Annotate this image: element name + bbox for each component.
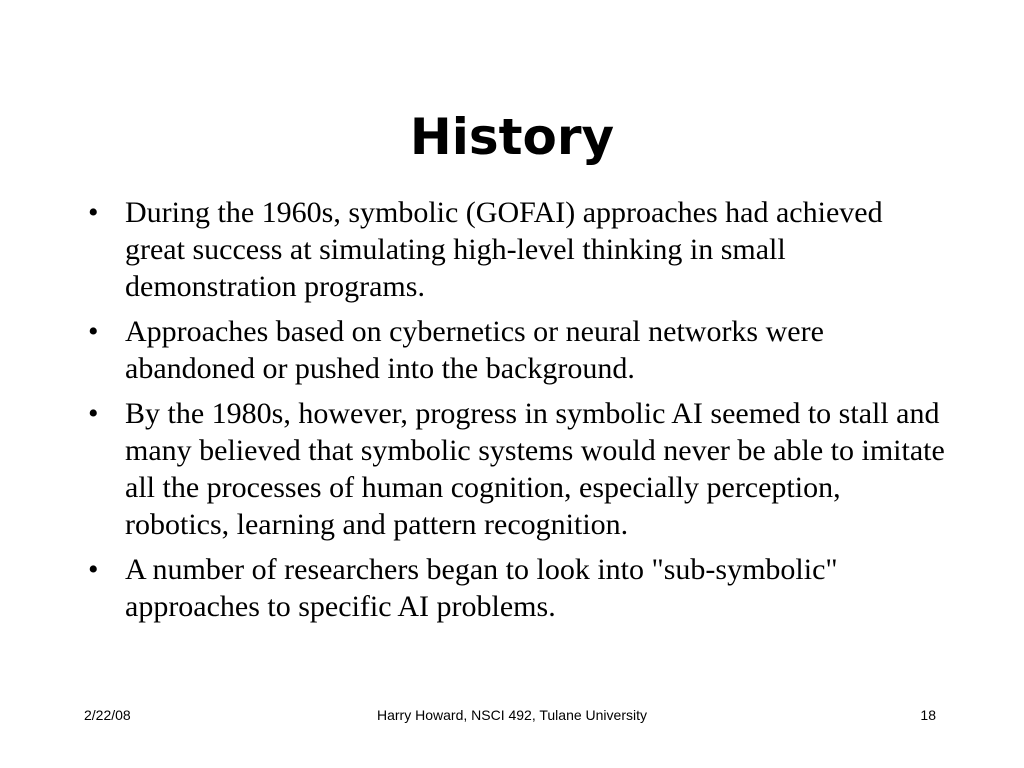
footer-author: Harry Howard, NSCI 492, Tulane University	[377, 707, 647, 723]
bullet-dot-icon: •	[88, 553, 99, 586]
bullet-text: During the 1960s, symbolic (GOFAI) approaches had achieved great success at simulating high-level thinking in small demonstration programs.	[125, 196, 883, 303]
bullet-item	[88, 551, 948, 625]
slide-title: History	[409, 108, 615, 166]
bullet-item	[88, 194, 948, 305]
bullet-list	[88, 194, 948, 633]
bullet-dot-icon: •	[88, 196, 99, 229]
bullet-item	[88, 313, 948, 387]
bullet-text: A number of researchers began to look into "sub-symbolic" approaches to specific AI problems.	[125, 553, 838, 623]
footer-page-number: 18	[920, 707, 936, 723]
bullet-dot-icon: •	[88, 315, 99, 348]
bullet-dot-icon: •	[88, 397, 99, 430]
footer-date: 2/22/08	[84, 707, 131, 723]
bullet-text: By the 1980s, however, progress in symbolic AI seemed to stall and many believed that symbolic systems would never be able to imitate all the processes of human cognition, especially perception, robotics, learning and pattern recognition.	[125, 397, 945, 541]
bullet-text: Approaches based on cybernetics or neural networks were abandoned or pushed into the background.	[125, 315, 824, 385]
bullet-item	[88, 395, 948, 543]
